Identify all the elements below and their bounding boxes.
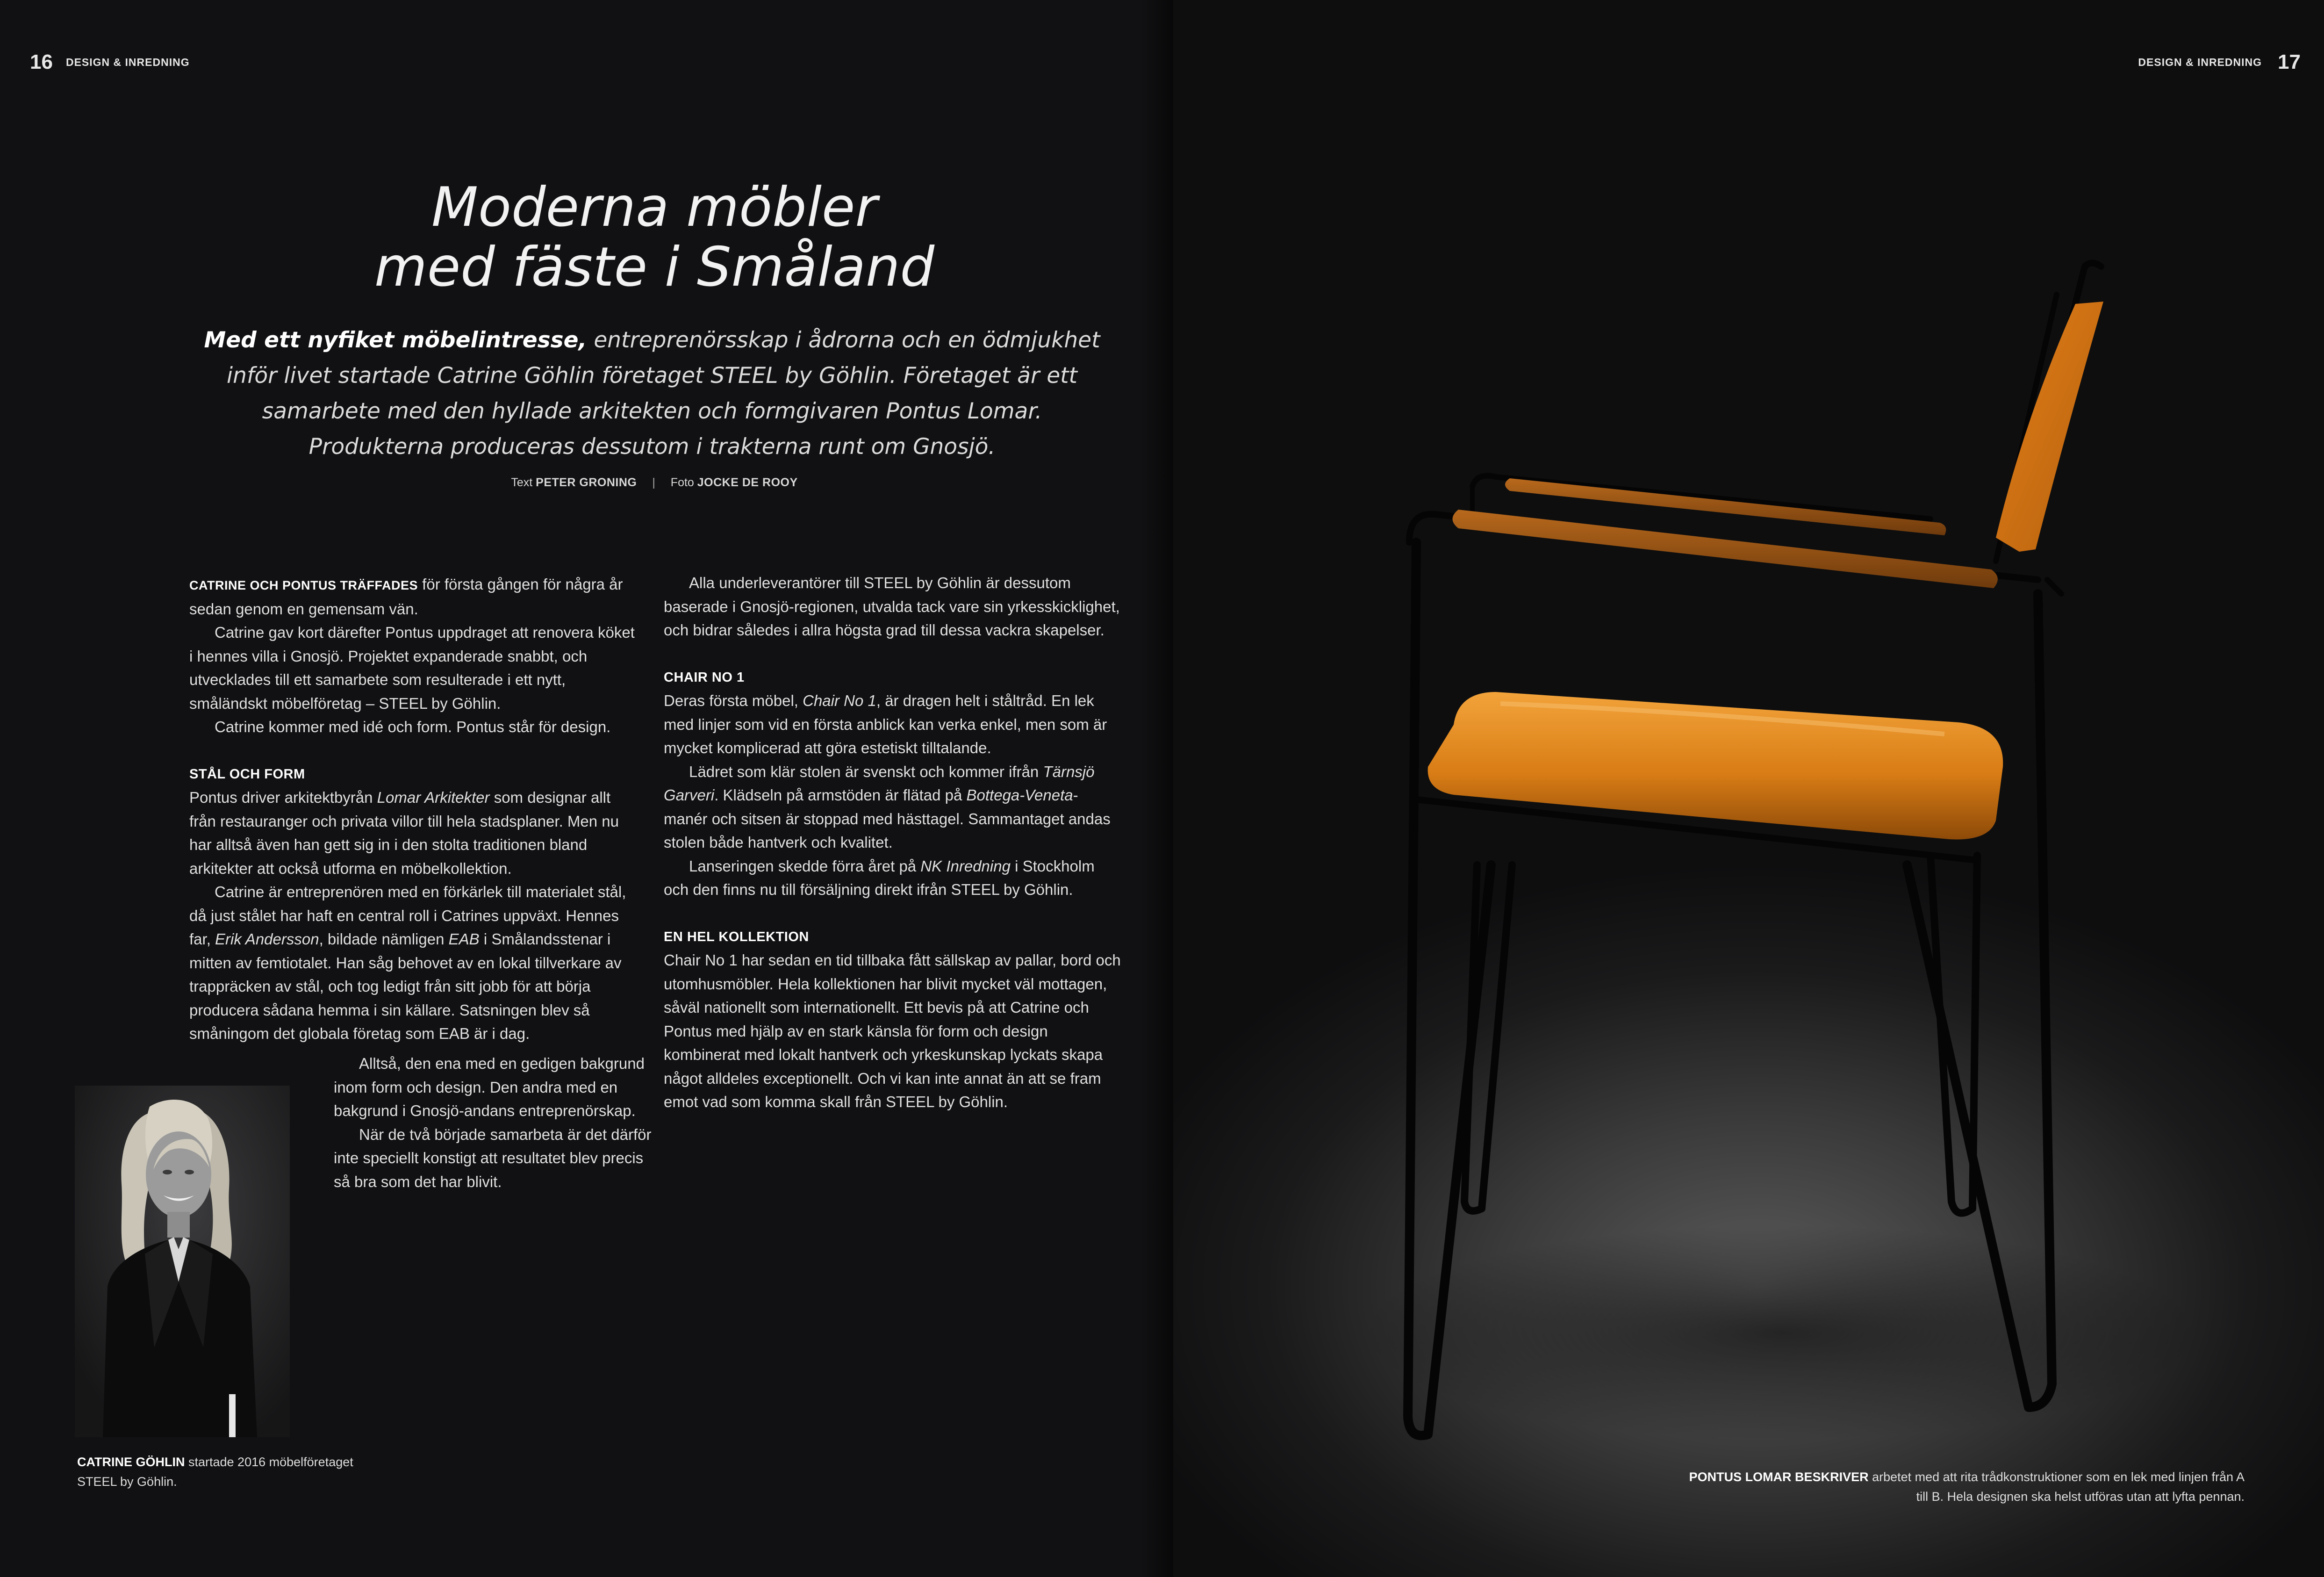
paragraph xyxy=(189,573,638,621)
emphasis: Lomar Arkitekter xyxy=(377,789,490,806)
title-line-2: med fäste i Småland xyxy=(374,236,935,299)
credit-text-name: PETER GRONING xyxy=(536,476,637,489)
chair-caption xyxy=(1684,1467,2245,1506)
left-section-label: DESIGN & INREDNING xyxy=(65,56,190,68)
body-column-1-wrap xyxy=(334,1052,652,1194)
article-ingress xyxy=(196,323,1108,465)
paragraph-lead: CATRINE OCH PONTUS TRÄFFADES xyxy=(189,578,418,592)
credit-separator: | xyxy=(652,476,655,489)
portrait-photo xyxy=(75,1086,290,1437)
paragraph-text: , är dragen helt i ståltråd. En lek med linjer som vid en första anblick kan verka enkel, men som är mycket komplicerad att göra estetiskt tilltalande. xyxy=(664,692,1107,756)
paragraph-text: . Klädseln på armstöden är flätad på xyxy=(714,786,967,804)
paragraph xyxy=(664,760,1122,855)
article-title xyxy=(327,178,982,297)
paragraph: Alla underleverantörer till STEEL by Göhlin är dessutom baserade i Gnosjö-regionen, utvalda tack vare sin yrkesskicklighet, och bidrar således i allra högsta grad till dessa vackra skapelser. xyxy=(664,574,1120,639)
paragraph-text: Pontus driver arkitektbyrån xyxy=(189,789,377,806)
ingress-text: entreprenörsskap i ådrorna och en ödmjukhet inför livet startade Catrine Göhlin företaget STEEL by Göhlin. Företaget är ett samarbete med den hyllade arkitekten och formgivaren Pontus Lomar. Produkterna produceras dessutom i trakterna runt om Gnosjö. xyxy=(227,327,1100,460)
paragraph-text: i Stockholm och den finns nu till försäljning direkt ifrån STEEL by Göhlin. xyxy=(664,857,1095,898)
body-column-1 xyxy=(189,573,638,1046)
caption-text: startade 2016 möbelföretaget STEEL by Göhlin. xyxy=(77,1455,353,1489)
caption-text: arbetet med att rita trådkonstruktioner som en lek med linjen från A till B. Hela designen ska helst utföras utan att lyfta pennan. xyxy=(1868,1470,2245,1504)
chair-shadow xyxy=(1360,1225,2202,1440)
title-line-1: Moderna möbler xyxy=(431,176,878,239)
subheading-chair-no-1: CHAIR NO 1 xyxy=(664,670,745,685)
paragraph-text: Catrine är entreprenören med en förkärlek till materialet stål, då just stålet har haft en central roll i Catrines uppväxt. Hennes far, xyxy=(189,883,626,948)
spacer xyxy=(189,739,638,763)
paragraph-text: -manér och sitsen är stoppad med hästtagel. Sammantaget andas stolen både hantverk och kvalitet. xyxy=(664,786,1111,851)
paragraph-text: Lädret som klär stolen är svenskt och kommer ifrån xyxy=(689,763,1043,780)
subheading-en-hel-kollektion: EN HEL KOLLEKTION xyxy=(664,929,809,944)
emphasis: Bottega-Veneta xyxy=(966,786,1073,804)
left-folio xyxy=(30,50,190,74)
paragraph-text: som designar allt från restauranger och privata villor till hela stadsplaner. Men nu har alltså även han gett sig in i den stolta traditionen bland arkitekter att också utforma en möbelkollektion. xyxy=(189,789,619,877)
chair-photo xyxy=(1173,0,2324,1577)
spacer xyxy=(664,642,1122,666)
emphasis: EAB xyxy=(448,930,480,948)
paragraph: Catrine kommer med idé och form. Pontus står för design. xyxy=(215,718,611,735)
portrait-illustration xyxy=(75,1086,290,1437)
subheading-stal-och-form: STÅL OCH FORM xyxy=(189,766,305,782)
paragraph: När de två började samarbeta är det därför inte speciellt konstigt att resultatet blev precis så bra som det har blivit. xyxy=(334,1125,652,1190)
paragraph-text: för första gången för några år sedan genom en gemensam vän. xyxy=(189,576,623,618)
emphasis: NK Inredning xyxy=(920,857,1011,875)
body-column-2 xyxy=(664,571,1122,1114)
emphasis: Erik Andersson xyxy=(215,930,319,948)
paragraph xyxy=(189,786,638,880)
byline xyxy=(421,476,888,490)
credit-photo-name: JOCKE DE ROOY xyxy=(697,476,798,489)
paragraph: Catrine gav kort därefter Pontus uppdraget att renovera köket i hennes villa i Gnosjö. Projektet expanderade snabbt, och utvecklades till ett samarbete som resulterade i ett nytt, småländskt möbelföretag – STEEL by Göhlin. xyxy=(189,624,635,712)
paragraph-text: Deras första möbel, xyxy=(664,692,803,709)
emphasis: Chair No 1 xyxy=(803,692,876,709)
portrait-caption xyxy=(77,1452,376,1491)
paragraph xyxy=(664,855,1122,902)
paragraph-text: , bildade nämligen xyxy=(319,930,449,948)
credit-text-label: Text xyxy=(511,476,533,489)
right-section-label: DESIGN & INREDNING xyxy=(2138,56,2262,68)
paragraph: Chair No 1 har sedan en tid tillbaka fått sällskap av pallar, bord och utomhusmöbler. Hela kollektionen har blivit mycket väl mottagen, såväl nationellt som internationellt. Ett bevis på att Catrine och Pontus med hjälp av en stark känsla för form och design kombinerat med lokalt hantverk och yrkeskunskap lyckats skapa något alldeles exceptionellt. Och vi kan inte annat än att se fram emot vad som komma skall från STEEL by Göhlin. xyxy=(664,951,1121,1110)
paragraph-text: i Smålandsstenar i mitten av femtiotalet. Han såg behovet av en lokal tillverkare av trappräcken av stål, och tog ledigt från sitt jobb för att börja producera sådana hemma i sin källare. Satsningen blev så småningom det globala företag som EAB är i dag. xyxy=(189,930,622,1042)
caption-name: PONTUS LOMAR BESKRIVER xyxy=(1689,1470,1869,1484)
chair-backrest xyxy=(1996,302,2103,552)
left-page-number: 16 xyxy=(30,50,53,73)
spine-shadow xyxy=(1140,0,1173,1577)
credit-photo-label: Foto xyxy=(670,476,694,489)
paragraph xyxy=(664,689,1122,760)
right-page xyxy=(1173,0,2324,1577)
spacer xyxy=(664,902,1122,925)
paragraph xyxy=(189,880,638,1046)
emphasis: Tärnsjö Garveri xyxy=(664,763,1095,804)
caption-name: CATRINE GÖHLIN xyxy=(77,1455,185,1469)
right-page-number: 17 xyxy=(2278,50,2301,73)
paragraph-text: Lanseringen skedde förra året på xyxy=(689,857,921,875)
paragraph: Alltså, den ena med en gedigen bakgrund inom form och design. Den andra med en bakgrund i Gnosjö-andans entreprenörskap. xyxy=(334,1055,645,1119)
ingress-lead: Med ett nyfiket möbelintresse, xyxy=(204,327,587,353)
